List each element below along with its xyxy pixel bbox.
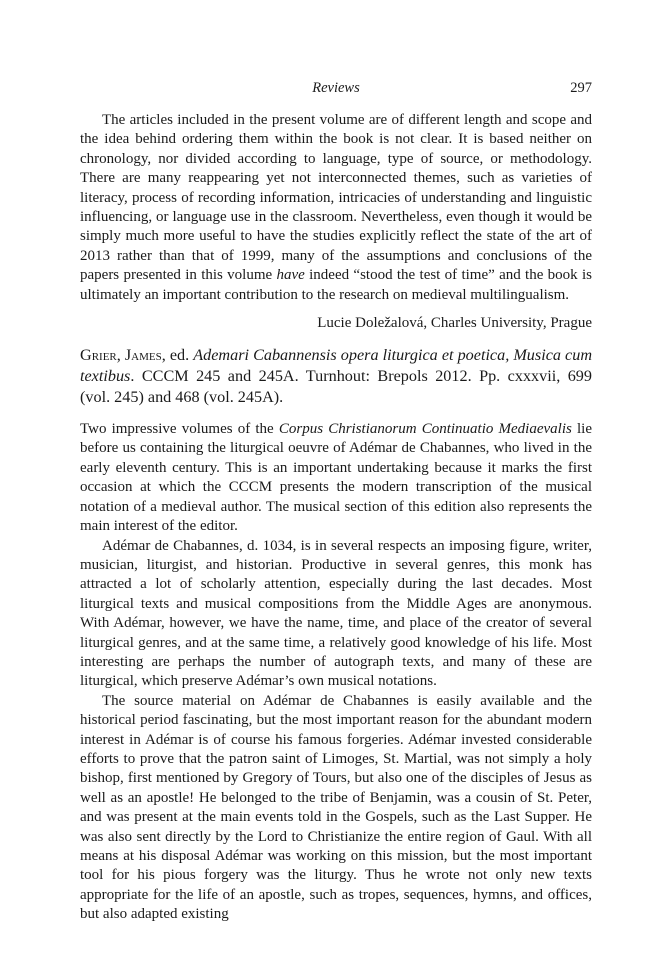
- page-number: 297: [570, 80, 592, 96]
- running-header: [80, 80, 592, 100]
- citation-ed: , ed.: [161, 346, 194, 365]
- text-run: indeed “stood the test of time” and the book is ultimately an important contribution to the research on medieval multilingualism.: [80, 267, 592, 303]
- book-citation: [80, 345, 592, 408]
- running-title: Reviews: [312, 80, 360, 96]
- page-body: [80, 111, 592, 925]
- text-run: lie before us containing the liturgical oeuvre of Adémar de Chabannes, who lived in the early eleventh century. This is an important undertaking because it marks the first occasion at which the CCCM presents the modern transcription of the musical notation of a medieval author. The musical section of this edition also represents the main interest of the editor.: [80, 421, 592, 535]
- review-paragraph: [80, 111, 592, 305]
- citation-details: . CCCM 245 and 245A. Turnhout: Brepols 2012. Pp. cxxxvii, 699 (vol. 245) and 468 (vol. 245A).: [80, 367, 592, 407]
- text-run: Two impressive volumes of the: [80, 421, 279, 438]
- text-run: The articles included in the present volume are of different length and scope and the idea behind ordering them within the book is not clear. It is based neither on chronology, nor divided according to language, type of source, or methodology. There are many reappearing yet not interconnected themes, such as varieties of literacy, process of recording information, intricacies of understanding and linguistic influencing, or language use in the classroom. Nevertheless, even though it would be simply much more useful to have the studies explicitly reflect the state of the art of 2013 rather than that of 1999, many of the assumptions and conclusions of the papers presented in this volume: [80, 112, 592, 284]
- emphasis: have: [276, 267, 305, 284]
- citation-author: Grier, James: [80, 346, 162, 365]
- series-title: Corpus Christianorum Continuatio Mediaevalis: [278, 421, 572, 438]
- review-paragraph: The source material on Adémar de Chabannes is easily available and the historical period fascinating, but the most important reason for the abundant modern interest in Adémar is of course his famous forgeries. Adémar invested considerable efforts to prove that the patron saint of Limoges, St. Martial, was not simply a holy bishop, first mentioned by Gregory of Tours, but also one of the disciples of Jesus as well as an apostle! He belonged to the tribe of Benjamin, was a cousin of St. Peter, and was present at the main events told in the Gospels, such as the Last Supper. He was also sent directly by the Lord to Christianize the entire region of Gaul. With all means at his disposal Adémar was working on this mission, but the most important tool for his pious forgery was the liturgy. Thus he wrote not only new texts appropriate for the life of an apostle, such as tropes, sequences, hymns, and offices, but also adapted existing: [80, 692, 592, 923]
- review-paragraph: Adémar de Chabannes, d. 1034, is in several respects an imposing figure, writer, musician, liturgist, and historian. Productive in several genres, this monk has attracted a lot of scholarly attention, especially during the last decades. Most liturgical texts and musical compositions from the Middle Ages are anonymous. With Adémar, however, we have the name, time, and place of the creator of several liturgical genres, and at the same time, a relatively good knowledge of his life. Most interesting are perhaps the number of autograph texts, and many of these are liturgical, which preserve Adémar’s own musical notations.: [80, 537, 592, 690]
- review-paragraph-first: [80, 420, 592, 536]
- citation-title: Ademari Cabannensis opera liturgica et poetica, Musica cum textibus: [80, 346, 593, 386]
- reviewer-signature: Lucie Doležalová, Charles University, Prague: [317, 315, 592, 332]
